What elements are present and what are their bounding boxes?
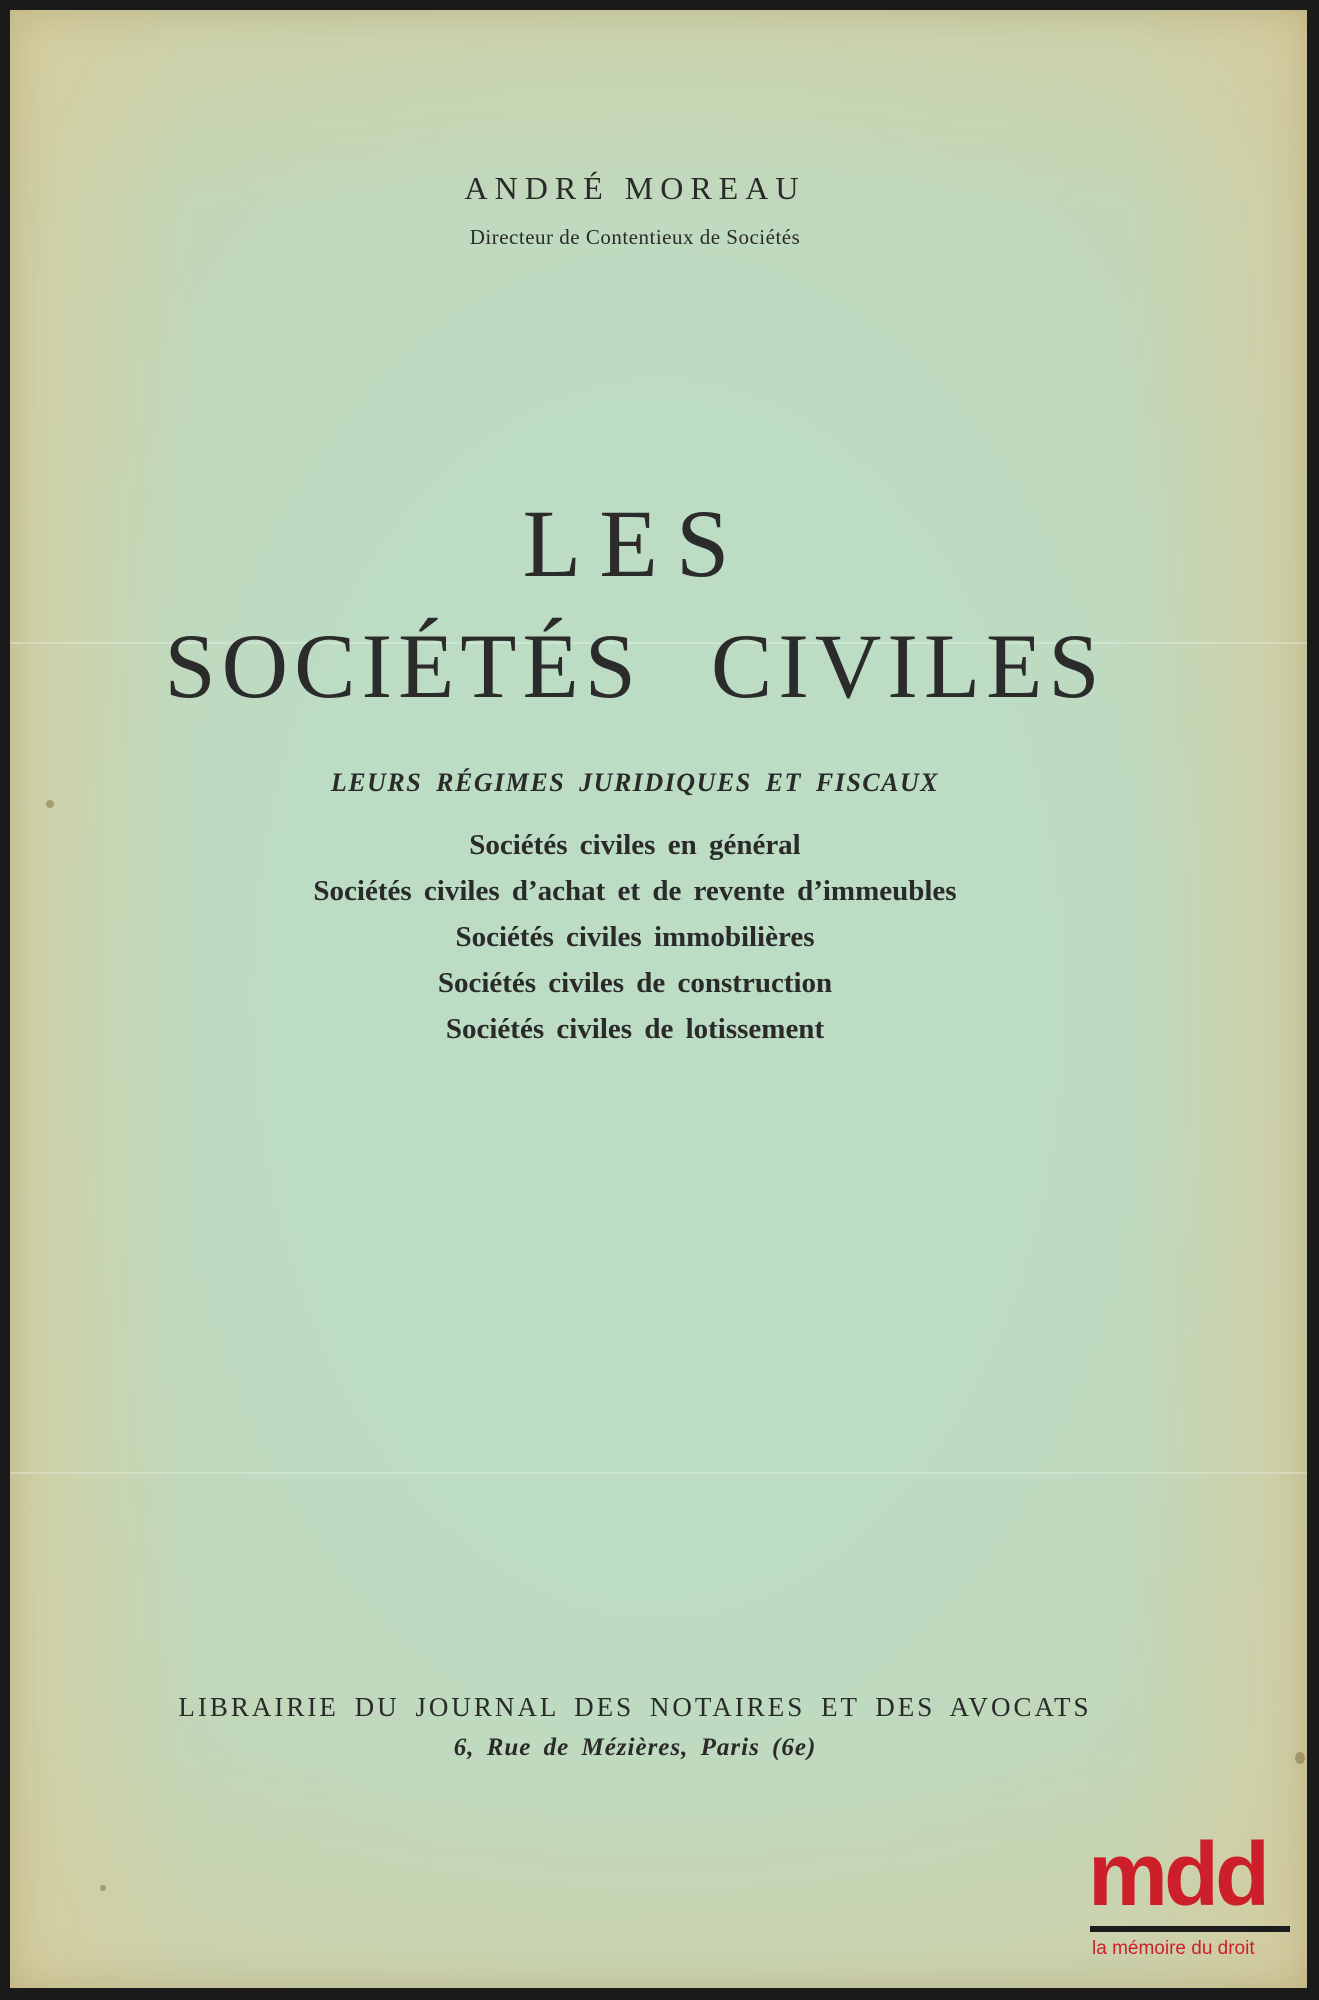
topic-item: Sociétés civiles immobilières xyxy=(455,921,815,953)
topic-item: Sociétés civiles de construction xyxy=(437,967,833,999)
author-role: Directeur de Contentieux de Sociétés xyxy=(469,225,801,249)
paper-stain xyxy=(1295,1752,1305,1764)
logo-caption: la mémoire du droit xyxy=(1092,1938,1255,1959)
publisher-name: LIBRAIRIE DU JOURNAL DES NOTAIRES ET DES AVOCATS xyxy=(178,1692,1092,1722)
topic-item: Sociétés civiles d’achat et de revente d’immeubles xyxy=(313,875,957,907)
book-cover xyxy=(10,10,1307,1988)
title-line-2: SOCIÉTÉS CIVILES xyxy=(164,615,1106,717)
author-name: ANDRÉ MOREAU xyxy=(464,170,806,206)
logo-underline xyxy=(1090,1926,1290,1932)
paper-stain xyxy=(100,1885,106,1891)
paper-fold-line xyxy=(10,1472,1307,1474)
title-line-1: LES xyxy=(522,490,748,597)
topic-list xyxy=(10,822,1260,1052)
publisher-address: 6, Rue de Mézières, Paris (6e) xyxy=(453,1734,817,1761)
subtitle: LEURS RÉGIMES JURIDIQUES ET FISCAUX xyxy=(330,768,940,797)
paper-stain xyxy=(46,800,54,808)
mdd-logo xyxy=(1088,1825,1294,1970)
topic-item: Sociétés civiles de lotissement xyxy=(445,1013,825,1045)
mdd-logo-mark: mdd xyxy=(1088,1825,1266,1925)
topic-item: Sociétés civiles en général xyxy=(469,829,801,861)
